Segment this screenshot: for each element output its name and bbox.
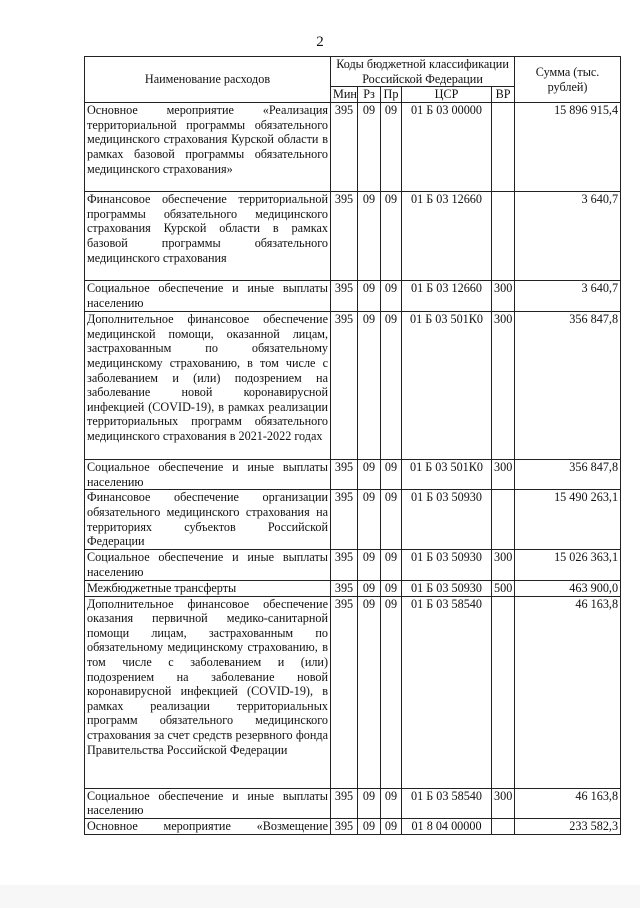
row-csr: 01 Б 03 50930 (402, 490, 492, 550)
header-rz: Рз (358, 87, 381, 103)
row-pr: 09 (381, 550, 402, 580)
row-amount: 15 026 363,1 (515, 550, 621, 580)
row-min: 395 (331, 818, 358, 834)
row-csr: 01 Б 03 501К0 (402, 460, 492, 490)
row-vr: 300 (492, 281, 515, 312)
row-vr (492, 596, 515, 788)
row-rz: 09 (358, 103, 381, 192)
row-rz: 09 (358, 788, 381, 818)
row-csr: 01 Б 03 12660 (402, 192, 492, 281)
row-vr: 300 (492, 460, 515, 490)
row-rz: 09 (358, 192, 381, 281)
row-amount: 3 640,7 (515, 192, 621, 281)
row-rz: 09 (358, 818, 381, 834)
row-min: 395 (331, 490, 358, 550)
budget-expenses-table (84, 56, 621, 835)
row-name: Финансовое обеспечение организации обязательного медицинского страхования на территориях субъектов Российской Федерации (85, 490, 331, 550)
table-row (85, 192, 621, 281)
row-name: Дополнительное финансовое обеспечение медицинской помощи, оказанной лицам, застрахованным по обязательному медицинскому страхованию, в том числе с заболеванием и (или) подозрением на заболевание новой коронавирусной инфекцией (COVID-19), в рамках реализации территориальных программ обязательного медицинского страхования в 2021-2022 годах (85, 312, 331, 460)
table-row (85, 788, 621, 818)
row-name: Дополнительное финансовое обеспечение оказания первичной медико-санитарной помощи лицам, застрахованным по обязательному медицинскому страхованию, в том числе с заболеванием и (или) подозрением на заболевание новой коронавирусной инфекцией (COVID-19), в рамках реализации территориальных программ обязательного медицинского страхования за счет средств резервного фонда Правительства Российской Федерации (85, 596, 331, 788)
row-csr: 01 Б 03 12660 (402, 281, 492, 312)
row-amount: 356 847,8 (515, 460, 621, 490)
table-row (85, 312, 621, 460)
row-rz: 09 (358, 490, 381, 550)
row-csr: 01 Б 03 501К0 (402, 312, 492, 460)
row-min: 395 (331, 281, 358, 312)
row-pr: 09 (381, 460, 402, 490)
table-row (85, 103, 621, 192)
header-expense-name: Наименование расходов (85, 57, 331, 103)
row-min: 395 (331, 312, 358, 460)
row-min: 395 (331, 788, 358, 818)
header-pr: Пр (381, 87, 402, 103)
row-pr: 09 (381, 281, 402, 312)
row-pr: 09 (381, 580, 402, 596)
row-name: Финансовое обеспечение территориальной программы обязательного медицинского страхования Курской области в рамках базовой программы обязательного медицинского страхования (85, 192, 331, 281)
row-name: Межбюджетные трансферты (85, 580, 331, 596)
table-row (85, 550, 621, 580)
page-number: 2 (316, 34, 324, 50)
row-amount: 15 490 263,1 (515, 490, 621, 550)
row-vr: 500 (492, 580, 515, 596)
row-pr: 09 (381, 788, 402, 818)
row-name: Основное мероприятие «Реализация территориальной программы обязательного медицинского страхования Курской области в рамках базовой программы обязательного медицинского страхования» (85, 103, 331, 192)
header-vr: ВР (492, 87, 515, 103)
row-min: 395 (331, 460, 358, 490)
row-name: Социальное обеспечение и иные выплаты населению (85, 281, 331, 312)
row-vr (492, 490, 515, 550)
row-rz: 09 (358, 596, 381, 788)
row-name: Социальное обеспечение и иные выплаты населению (85, 788, 331, 818)
table-row (85, 281, 621, 312)
row-pr: 09 (381, 192, 402, 281)
table-row (85, 490, 621, 550)
row-amount: 3 640,7 (515, 281, 621, 312)
row-csr: 01 Б 03 00000 (402, 103, 492, 192)
row-min: 395 (331, 580, 358, 596)
row-amount: 46 163,8 (515, 596, 621, 788)
page-bottom-edge (0, 885, 640, 908)
table-row (85, 460, 621, 490)
row-pr: 09 (381, 490, 402, 550)
row-csr: 01 Б 03 58540 (402, 596, 492, 788)
row-vr: 300 (492, 788, 515, 818)
row-min: 395 (331, 192, 358, 281)
header-budget-codes: Коды бюджетной классификации Российской Федерации (331, 57, 515, 87)
row-amount: 46 163,8 (515, 788, 621, 818)
row-rz: 09 (358, 460, 381, 490)
row-vr (492, 103, 515, 192)
table-row (85, 818, 621, 834)
header-min: Мин (331, 87, 358, 103)
row-csr: 01 8 04 00000 (402, 818, 492, 834)
row-name: Социальное обеспечение и иные выплаты населению (85, 550, 331, 580)
row-amount: 15 896 915,4 (515, 103, 621, 192)
row-rz: 09 (358, 312, 381, 460)
row-pr: 09 (381, 103, 402, 192)
row-pr: 09 (381, 818, 402, 834)
table-row (85, 596, 621, 788)
row-csr: 01 Б 03 58540 (402, 788, 492, 818)
header-amount: Сумма (тыс. рублей) (515, 57, 621, 103)
row-name: Социальное обеспечение и иные выплаты населению (85, 460, 331, 490)
row-vr (492, 192, 515, 281)
row-rz: 09 (358, 580, 381, 596)
row-amount: 463 900,0 (515, 580, 621, 596)
row-rz: 09 (358, 281, 381, 312)
row-amount: 233 582,3 (515, 818, 621, 834)
row-vr: 300 (492, 312, 515, 460)
header-csr: ЦСР (402, 87, 492, 103)
table-row (85, 580, 621, 596)
row-min: 395 (331, 596, 358, 788)
row-vr: 300 (492, 550, 515, 580)
row-vr (492, 818, 515, 834)
row-min: 395 (331, 550, 358, 580)
row-csr: 01 Б 03 50930 (402, 580, 492, 596)
row-rz: 09 (358, 550, 381, 580)
row-min: 395 (331, 103, 358, 192)
row-csr: 01 Б 03 50930 (402, 550, 492, 580)
row-name: Основное мероприятие «Возмещение (85, 818, 331, 834)
row-pr: 09 (381, 312, 402, 460)
row-amount: 356 847,8 (515, 312, 621, 460)
row-pr: 09 (381, 596, 402, 788)
